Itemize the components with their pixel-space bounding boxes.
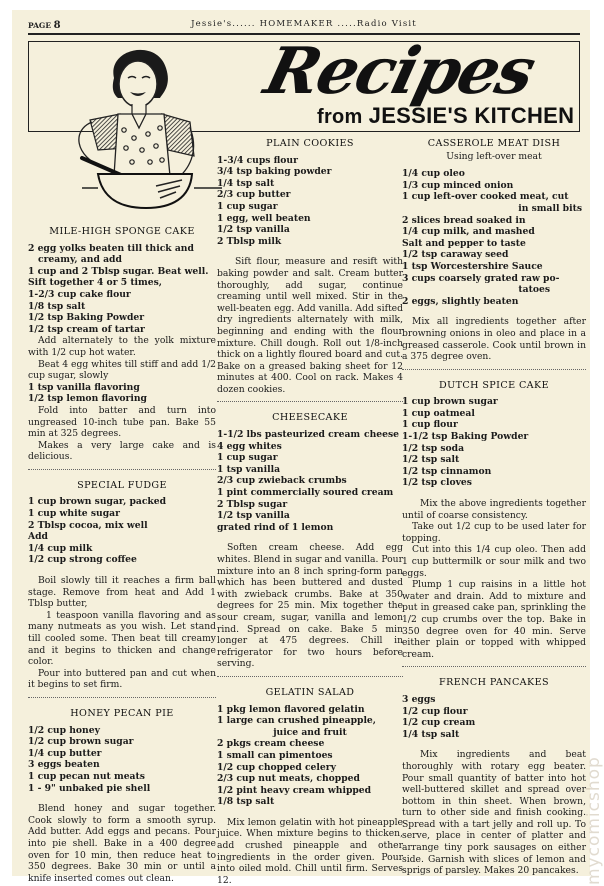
ingredient: 4 egg whites bbox=[217, 440, 282, 452]
ingredient: 1/2 tsp cream of tartar bbox=[28, 323, 145, 335]
ingredient: 1/4 tsp salt bbox=[217, 177, 275, 189]
ingredient: 1/2 tsp cinnamon bbox=[402, 465, 492, 477]
dotted-divider bbox=[28, 697, 216, 698]
ingredient: 2 Tblsp sugar bbox=[217, 498, 288, 510]
magazine-page bbox=[12, 10, 604, 886]
instruction-paragraph: Mix lemon gelatin with hot pineapple juice. When mixture begins to thicken, add crushed pineapple and other ingredients in the order given. Pour into oiled mold. Chill until firm. Serves 12. bbox=[217, 816, 403, 886]
ingredient: 1 cup and 2 Tblsp sugar. Beat well. bbox=[28, 265, 209, 277]
instruction-paragraph: 1 teaspoon vanilla flavoring and as many nutmeats as you wish. Let stand till cooled some. Then beat till creamy and it begins to thicken and change color. bbox=[28, 609, 216, 668]
instructions bbox=[28, 575, 216, 691]
ingredient: 1/4 cup milk, and mashed bbox=[402, 226, 535, 238]
ingredient: 1 egg, well beaten bbox=[217, 212, 311, 224]
ingredient: 2 egg yolks beaten till thick and bbox=[28, 242, 194, 254]
ingredient: grated rind of 1 lemon bbox=[217, 521, 334, 533]
ingredient: 2 slices bread soaked in bbox=[402, 214, 526, 226]
recipe-title: HONEY PECAN PIE bbox=[70, 707, 174, 719]
recipe-title: GELATIN SALAD bbox=[265, 686, 355, 698]
ingredient: 2 Tblsp cocoa, mix well bbox=[28, 519, 148, 531]
ingredient: 1-2/3 cup cake flour bbox=[28, 288, 131, 300]
instruction-paragraph: Mix ingredients and beat thoroughly with rotary egg beater. Pour small quantity of batter into hot well-buttered skillet and spread over bottom in thin sheet. When brown, turn to other side and finish cooking. Spread with a tart jelly and roll up. To serve, place in center of platter and arrange tiny pork sausages on either side. Garnish with slices of lemon and sprigs of parsley. Makes 20 pancakes. bbox=[402, 749, 586, 877]
running-header bbox=[28, 18, 580, 32]
ingredient-list bbox=[28, 725, 216, 795]
ingredient: 1 - 9" unbaked pie shell bbox=[28, 782, 151, 794]
ingredient: 1/2 tsp lemon flavoring bbox=[28, 393, 147, 405]
instruction-paragraph: Mix the above ingredients together until of coarse consistency. bbox=[402, 498, 586, 521]
recipe-casserole-meat-dish bbox=[402, 138, 586, 363]
running-title: Jessie's...... HOMEMAKER .....Radio Visit bbox=[191, 19, 417, 29]
ingredient: juice and fruit bbox=[273, 726, 347, 738]
ingredient: 1/2 tsp vanilla bbox=[217, 224, 290, 236]
dotted-divider bbox=[402, 369, 586, 370]
ingredient: 1/2 pint heavy cream whipped bbox=[217, 784, 372, 796]
ingredient-list bbox=[402, 396, 586, 489]
instruction-paragraph: Mix all ingredients together after browning onions in oleo and place in a greased casserole. Cook until brown in a 375 degree oven. bbox=[402, 316, 586, 363]
ingredient: 1 cup brown sugar bbox=[402, 396, 498, 408]
instructions bbox=[402, 498, 586, 660]
ingredient-list bbox=[217, 155, 403, 248]
column-left bbox=[28, 222, 216, 884]
ingredient: 1 cup sugar bbox=[217, 452, 278, 464]
instruction-paragraph: Blend honey and sugar together. Cook slowly to form a smooth syrup. Add butter. Add eggs and pecans. Pour into pie shell. Bake in a 400 degree oven for 10 min, then reduce heat to 350 degrees. Bake 30 min or until a knife inserted comes out clean. bbox=[28, 803, 216, 884]
ingredient: 1/4 cup oleo bbox=[402, 168, 465, 180]
ingredient: 1/2 cup chopped celery bbox=[217, 761, 336, 773]
recipe-title: PLAIN COOKIES bbox=[266, 138, 354, 149]
recipe-sponge-cake bbox=[28, 226, 216, 463]
ingredient: 1/2 tsp vanilla bbox=[217, 510, 290, 522]
instruction-paragraph: Boil slowly till it reaches a firm ball stage. Remove from heat and Add 1 Tblsp butter, bbox=[28, 575, 216, 610]
instructions bbox=[28, 803, 216, 884]
recipes-script-title: Recipes bbox=[257, 34, 542, 109]
ingredient: 1-1/2 lbs pasteurized cream bbox=[217, 429, 361, 441]
instruction-paragraph: Pour into buttered pan and cut when it begins to set firm. bbox=[28, 667, 216, 691]
instructions bbox=[402, 749, 586, 877]
recipe-plain-cookies bbox=[217, 138, 403, 395]
recipe-special-fudge bbox=[28, 480, 216, 691]
ingredient: 1/2 cup honey bbox=[28, 724, 100, 736]
ingredient: 3 cups coarsely grated raw po- bbox=[402, 272, 560, 284]
ingredient: 1 cup sugar bbox=[217, 200, 278, 212]
ingredient: 1/2 tsp soda bbox=[402, 442, 465, 454]
ingredient: 3 eggs beaten bbox=[28, 759, 100, 771]
instruction-paragraph: Add alternately to the yolk mixture with 1/2 cup hot water. bbox=[28, 335, 216, 358]
recipe-title: MILE-HIGH SPONGE CAKE bbox=[49, 226, 195, 237]
instructions bbox=[28, 405, 216, 463]
column-right bbox=[402, 134, 586, 877]
ingredient: 1/2 tsp caraway seed bbox=[402, 249, 509, 261]
ingredient: 1/2 tsp salt bbox=[402, 454, 460, 466]
ingredient: 1 pkg lemon flavored gelatin bbox=[217, 703, 365, 715]
recipe-honey-pecan-pie bbox=[28, 708, 216, 884]
ingredient: 1 tsp vanilla flavoring bbox=[28, 381, 140, 393]
recipe-title: SPECIAL FUDGE bbox=[77, 479, 167, 491]
ingredient: 1 cup white sugar bbox=[28, 508, 120, 520]
recipe-dutch-spice-cake bbox=[402, 380, 586, 661]
ingredient: 2 pkgs cream cheese bbox=[217, 738, 325, 750]
ingredient: 1 pint commercially soured cream bbox=[217, 487, 394, 499]
ingredient-list bbox=[28, 382, 216, 405]
ingredient-list bbox=[217, 429, 403, 533]
ingredient: 2/3 cup butter bbox=[217, 189, 291, 201]
ingredient: 1/4 cup milk bbox=[28, 542, 93, 554]
recipe-title: CASSEROLE MEAT DISH bbox=[427, 138, 561, 149]
ingredient: 1/8 tsp salt bbox=[28, 300, 86, 312]
ingredient: tatoes bbox=[518, 284, 550, 296]
instruction-paragraph: Fold into batter and turn into ungreased 10-inch tube pan. Bake 55 min at 325 degrees. bbox=[28, 404, 216, 440]
ingredient: 1/3 cup minced onion bbox=[402, 179, 514, 191]
instruction-paragraph: Soften cream cheese. Add egg whites. Blend in sugar and vanilla. Pour mixture into an 8 inch spring-form pan which has been buttered and dusted with zwieback crumbs. Bake at 350 degrees for 25 min. Mix together the sour cream, sugar, vanilla and lemon rind. Spread on cake. Bake 5 min longer at 475 degrees. Chill in refrigerator for two hours before serving. bbox=[217, 542, 403, 670]
recipe-cheesecake bbox=[217, 412, 403, 669]
ingredient: 1/2 cup strong coffee bbox=[28, 554, 137, 566]
cook-illustration bbox=[62, 38, 232, 208]
instructions bbox=[217, 542, 403, 670]
ingredient: 2/3 cup nut meats, chopped bbox=[217, 773, 360, 785]
ingredient-list bbox=[402, 694, 586, 740]
dotted-divider bbox=[28, 469, 216, 470]
ingredient: Salt and pepper to taste bbox=[402, 237, 526, 249]
ingredient: 1/4 tsp salt bbox=[402, 728, 460, 740]
recipe-title: CHEESECAKE bbox=[272, 412, 348, 424]
instruction-paragraph: Makes a very large cake and is delicious. bbox=[28, 439, 216, 463]
instruction-paragraph: Beat 4 egg whites till stiff and add 1/2 cup sugar, slowly bbox=[28, 358, 217, 382]
ingredient: 1-3/4 cups flour bbox=[217, 154, 298, 166]
ingredient: 1 cup oatmeal bbox=[402, 407, 475, 419]
instructions bbox=[28, 335, 216, 381]
ingredient: 1-1/2 tsp Baking Powder bbox=[402, 431, 529, 443]
instruction-paragraph: Sift flour, measure and resift with baking powder and salt. Cream butter thoroughly, add sugar, continue creaming until well mixed. Stir in the well-beaten egg. Add vanilla. Add sifted dry ingredients alternately with milk, beginning and ending with the flour mixture. Chill dough. Roll out 1/8-inch thick on a lightly floured board and cut. Bake on a greased baking sheet for 12 minutes at 400. Cool on rack. Makes 4 dozen cookies. bbox=[217, 256, 403, 395]
watermark: mycomicshop bbox=[584, 756, 604, 885]
ingredient: Sift together 4 or 5 times, bbox=[28, 277, 162, 289]
dotted-divider bbox=[217, 401, 403, 402]
ingredient: 3 eggs bbox=[402, 693, 436, 705]
ingredient: creamy, and add bbox=[38, 254, 122, 266]
dotted-divider bbox=[402, 666, 586, 667]
instructions bbox=[217, 817, 403, 886]
ingredient: Add bbox=[28, 531, 48, 543]
ingredient: in small bits bbox=[518, 202, 582, 214]
instruction-paragraph: Take out 1/2 cup to be used later for topping. bbox=[402, 521, 586, 544]
ingredient-list bbox=[402, 168, 586, 307]
ingredient: 1 tsp vanilla bbox=[217, 463, 281, 475]
instruction-paragraph: Plump 1 cup raisins in a little hot water and drain. Add to mixture and put in greased cake pan, sprinkling the 1/2 cup crumbs over the top. Bake in 350 degree oven for 40 min. Serve either plain or topped with whipped cream. bbox=[402, 579, 586, 660]
ingredient: 1/2 cup brown sugar bbox=[28, 736, 134, 748]
recipe-french-pancakes bbox=[402, 677, 586, 877]
ingredient: cheese bbox=[364, 429, 399, 441]
ingredient: 3/4 tsp baking powder bbox=[217, 166, 332, 178]
ingredient: 1 large can crushed pineapple, bbox=[217, 715, 376, 727]
ingredient: 2/3 cup zwieback crumbs bbox=[217, 475, 347, 487]
ingredient-list bbox=[28, 496, 216, 566]
ingredient-list bbox=[217, 704, 403, 808]
ingredient: 1/8 tsp salt bbox=[217, 796, 275, 808]
ingredient: 2 eggs, slightly beaten bbox=[402, 295, 519, 307]
dotted-divider bbox=[217, 676, 403, 677]
ingredient: 1/4 cup butter bbox=[28, 747, 102, 759]
page-number: PAGE 8 bbox=[28, 20, 61, 31]
ingredient-list bbox=[28, 243, 216, 336]
ingredient: 1/2 tsp Baking Powder bbox=[28, 312, 145, 324]
ingredient: 1 tsp Worcestershire Sauce bbox=[402, 260, 543, 272]
kitchen-subtitle: from JESSIE'S KITCHEN bbox=[317, 103, 575, 128]
recipe-gelatin-salad bbox=[217, 687, 403, 886]
recipe-subtitle: Using left-over meat bbox=[446, 150, 542, 162]
recipe-title: DUTCH SPICE CAKE bbox=[439, 379, 549, 391]
ingredient: 1 cup left-over cooked meat, cut bbox=[402, 191, 569, 203]
ingredient: 2 Tblsp milk bbox=[217, 235, 282, 247]
ingredient: 1/2 tsp cloves bbox=[402, 477, 472, 489]
ingredient: 1 small can pimentoes bbox=[217, 749, 333, 761]
column-middle bbox=[217, 134, 403, 886]
ingredient: 1/2 cup cream bbox=[402, 717, 476, 729]
ingredient: 1 cup flour bbox=[402, 419, 458, 431]
instructions bbox=[217, 256, 403, 395]
recipe-title: FRENCH PANCAKES bbox=[439, 677, 549, 689]
ingredient: 1 cup pecan nut meats bbox=[28, 770, 145, 782]
instructions bbox=[402, 316, 586, 362]
ingredient: 1/2 cup flour bbox=[402, 705, 468, 717]
instruction-paragraph: Cut into this 1/4 cup oleo. Then add 1 cup buttermilk or sour milk and two eggs. bbox=[402, 544, 586, 579]
ingredient: 1 cup brown sugar, packed bbox=[28, 496, 167, 508]
